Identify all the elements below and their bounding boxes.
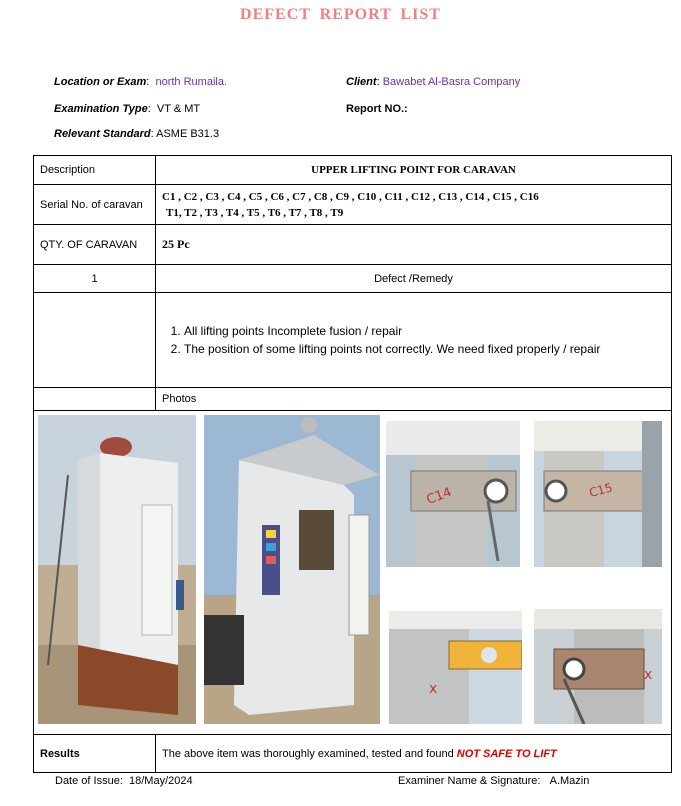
item-number: 1 (34, 265, 156, 293)
date-label: Date of Issue: (55, 775, 123, 787)
qty-value: 25 Pc (156, 225, 672, 265)
qty-row (34, 225, 672, 265)
results-label: Results (34, 735, 156, 773)
caravan-photo-1 (38, 415, 196, 724)
qty-label: QTY. OF CARAVAN (34, 225, 156, 265)
examiner-value: A.Mazin (549, 775, 590, 787)
photos-row (34, 411, 672, 735)
results-row (34, 735, 672, 773)
lifting-point-photo-2 (534, 421, 662, 567)
photo-mark-c15: C15 (587, 480, 615, 501)
location-value: north Rumaila. (155, 76, 228, 88)
lifting-point-photo-1 (386, 421, 520, 567)
client-value: Bawabet Al-Basra Company (382, 76, 521, 88)
results-text: The above item was thoroughly examined, tested and found (162, 747, 457, 760)
lifting-point-photo-4 (534, 609, 662, 724)
examiner-label: Examiner Name & Signature: (398, 775, 541, 787)
defect-item: 2. The position of some lifting points not correctly. We need fixed properly / repair (184, 340, 665, 358)
photos-label: Photos (156, 388, 672, 411)
photos-empty-cell (34, 388, 156, 411)
serial-line-1: C1 , C2 , C3 , C4 , C5 , C6 , C7 , C8 , C9 , C10 , C11 , C12 , C13 , C14 , C15 , C16 (162, 190, 539, 203)
report-title: DEFECT REPORT LIST (240, 6, 441, 23)
defects-row (34, 293, 672, 388)
standard-value: ASME B31.3 (156, 128, 220, 140)
svg-text:x: x (429, 681, 438, 697)
date-value: 18/May/2024 (129, 775, 193, 787)
serial-row (34, 185, 672, 225)
report-no-field (346, 103, 408, 115)
client-label: Client (346, 76, 377, 88)
description-row (34, 156, 672, 185)
exam-type-field: Examination Type: VT & MT (54, 103, 201, 115)
description-value: UPPER LIFTING POINT FOR CARAVAN (156, 156, 672, 185)
exam-type-label: Examination Type (54, 103, 148, 115)
location-field: Location or Exam: north Rumaila. (54, 76, 228, 88)
serial-value (156, 185, 672, 225)
examiner-signature (398, 775, 589, 787)
svg-text:x: x (644, 667, 653, 683)
item-header-row (34, 265, 672, 293)
client-field: Client: Bawabet Al-Basra Company (346, 76, 521, 88)
caravan-photo-2 (204, 415, 380, 724)
photos-cell (34, 411, 672, 735)
defects-list-cell (156, 293, 672, 388)
serial-label: Serial No. of caravan (34, 185, 156, 225)
serial-line-2: T1, T2 , T3 , T4 , T5 , T6 , T7 , T8 , T9 (166, 206, 344, 219)
results-status: NOT SAFE TO LIFT (456, 747, 557, 760)
date-of-issue (55, 775, 193, 787)
lifting-point-photo-3 (389, 611, 522, 724)
defect-header: Defect /Remedy (156, 265, 672, 293)
standard-label: Relevant Standard (54, 128, 151, 140)
report-no-label: Report NO.: (346, 103, 408, 115)
defects-list (162, 322, 665, 358)
defect-item: 1. All lifting points Incomplete fusion / repair (184, 322, 665, 340)
results-value (156, 735, 672, 773)
location-label: Location or Exam (54, 76, 147, 88)
exam-type-value: VT & MT (156, 103, 201, 115)
defects-empty-cell (34, 293, 156, 388)
standard-field: Relevant Standard: ASME B31.3 (54, 128, 220, 140)
description-label: Description (34, 156, 156, 185)
photo-mark-c14: C14 (424, 485, 454, 508)
photos-label-row (34, 388, 672, 411)
defect-table (33, 155, 672, 773)
